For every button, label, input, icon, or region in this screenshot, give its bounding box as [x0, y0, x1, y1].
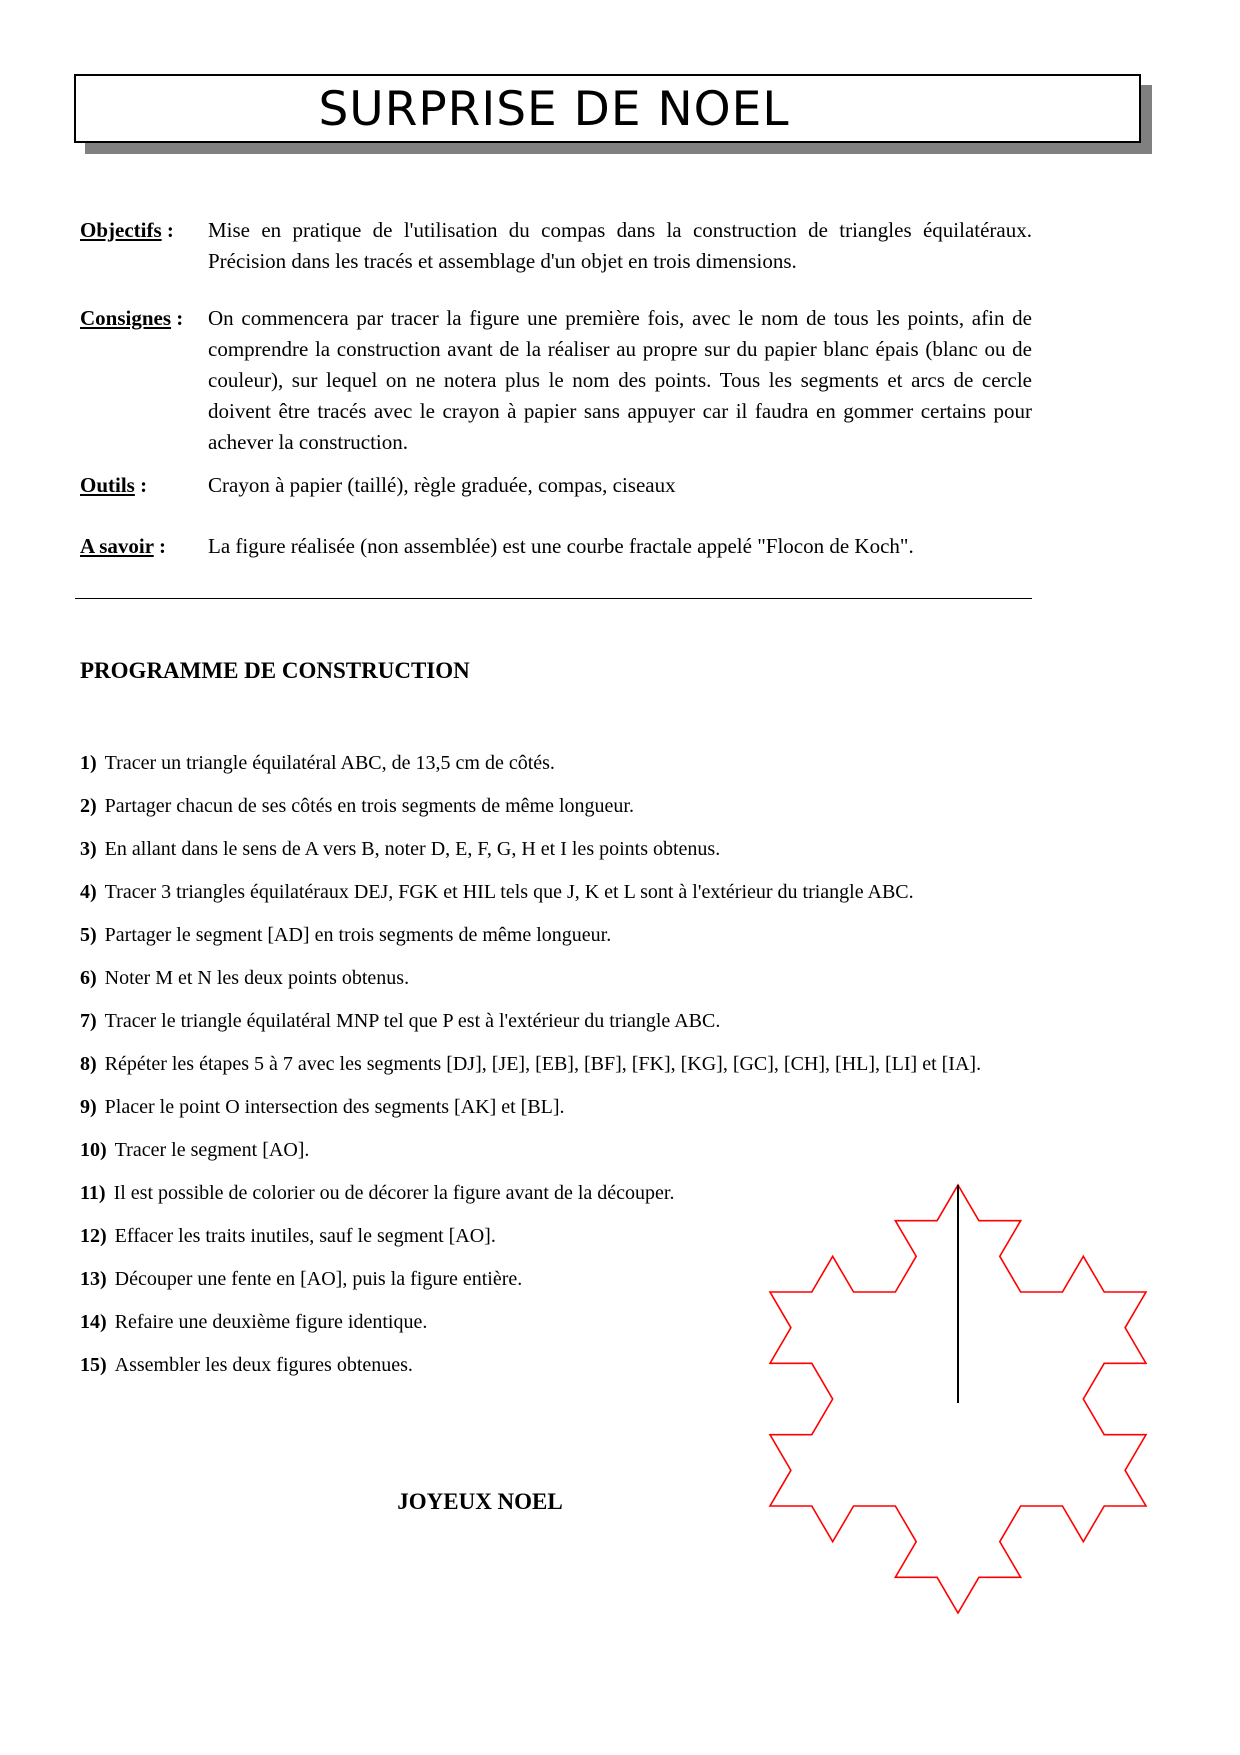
step-number: 8)	[80, 1053, 97, 1075]
section-label-objectifs: Objectifs :	[80, 218, 174, 242]
step-number: 15)	[80, 1354, 107, 1376]
step-number: 14)	[80, 1311, 107, 1333]
step-text: Tracer le triangle équilatéral MNP tel que P est à l'extérieur du triangle ABC.	[104, 1010, 721, 1032]
horizontal-divider	[75, 598, 1032, 599]
step-text: Partager chacun de ses côtés en trois segments de même longueur.	[104, 795, 634, 817]
step-number: 4)	[80, 881, 97, 903]
step-text: Placer le point O intersection des segments [AK] et [BL].	[104, 1096, 565, 1118]
construction-step	[80, 876, 1055, 908]
title-box	[74, 74, 1141, 143]
construction-step	[80, 1048, 1055, 1080]
step-number: 10)	[80, 1139, 107, 1161]
section-text-asavoir: La figure réalisée (non assemblée) est une courbe fractale appelé "Flocon de Koch".	[208, 534, 914, 558]
step-text: Noter M et N les deux points obtenus.	[104, 967, 410, 989]
program-heading: PROGRAMME DE CONSTRUCTION	[80, 658, 470, 683]
step-number: 6)	[80, 967, 97, 989]
section-label-asavoir: A savoir :	[80, 534, 166, 558]
step-number: 2)	[80, 795, 97, 817]
construction-step	[80, 962, 1055, 994]
construction-step	[80, 1091, 1055, 1123]
step-number: 11)	[80, 1182, 106, 1204]
step-text: Effacer les traits inutiles, sauf le segment [AO].	[114, 1225, 496, 1247]
step-text: Découper une fente en [AO], puis la figure entière.	[114, 1268, 523, 1290]
step-number: 13)	[80, 1268, 107, 1290]
step-text: Répéter les étapes 5 à 7 avec les segments [DJ], [JE], [EB], [BF], [FK], [KG], [GC], [CH], [HL], [LI] et [IA].	[104, 1053, 982, 1075]
step-number: 12)	[80, 1225, 107, 1247]
construction-step	[80, 919, 1055, 951]
step-text: Assembler les deux figures obtenues.	[114, 1354, 413, 1376]
construction-step	[80, 833, 1055, 865]
section-text-objectifs: Mise en pratique de l'utilisation du compas dans la construction de triangles équilatéraux. Précision dans les tracés et assemblage d'un objet en trois dimensions.	[208, 218, 1032, 273]
step-number: 3)	[80, 838, 97, 860]
section-label-consignes: Consignes :	[80, 306, 184, 330]
page-title: SURPRISE DE NOEL	[318, 82, 790, 137]
construction-step	[80, 1134, 1055, 1166]
step-number: 5)	[80, 924, 97, 946]
section-text-outils: Crayon à papier (taillé), règle graduée, compas, ciseaux	[208, 473, 676, 497]
step-number: 7)	[80, 1010, 97, 1032]
step-text: Il est possible de colorier ou de décorer la figure avant de la découper.	[113, 1182, 675, 1204]
greeting-text: JOYEUX NOEL	[397, 1489, 563, 1514]
construction-step	[80, 747, 1055, 779]
section-text-consignes: On commencera par tracer la figure une première fois, avec le nom de tous les points, afin de comprendre la construction avant de la réaliser au propre sur du papier blanc épais (blanc ou de couleur), sur lequel on ne notera plus le nom des points. Tous les segments et arcs de cercle doivent être tracés avec le crayon à papier sans appuyer car il faudra en gommer certains pour achever la construction.	[208, 306, 1032, 454]
step-text: Refaire une deuxième figure identique.	[114, 1311, 428, 1333]
step-text: En allant dans le sens de A vers B, noter D, E, F, G, H et I les points obtenus.	[104, 838, 721, 860]
step-text: Tracer un triangle équilatéral ABC, de 13,5 cm de côtés.	[104, 752, 555, 774]
step-text: Tracer 3 triangles équilatéraux DEJ, FGK et HIL tels que J, K et L sont à l'extérieur du triangle ABC.	[104, 881, 914, 903]
step-text: Partager le segment [AD] en trois segments de même longueur.	[104, 924, 612, 946]
step-text: Tracer le segment [AO].	[114, 1139, 310, 1161]
step-number: 9)	[80, 1096, 97, 1118]
construction-step	[80, 1005, 1055, 1037]
section-label-outils: Outils :	[80, 473, 148, 497]
construction-step	[80, 790, 1055, 822]
koch-snowflake-figure	[755, 1170, 1165, 1630]
step-number: 1)	[80, 752, 97, 774]
